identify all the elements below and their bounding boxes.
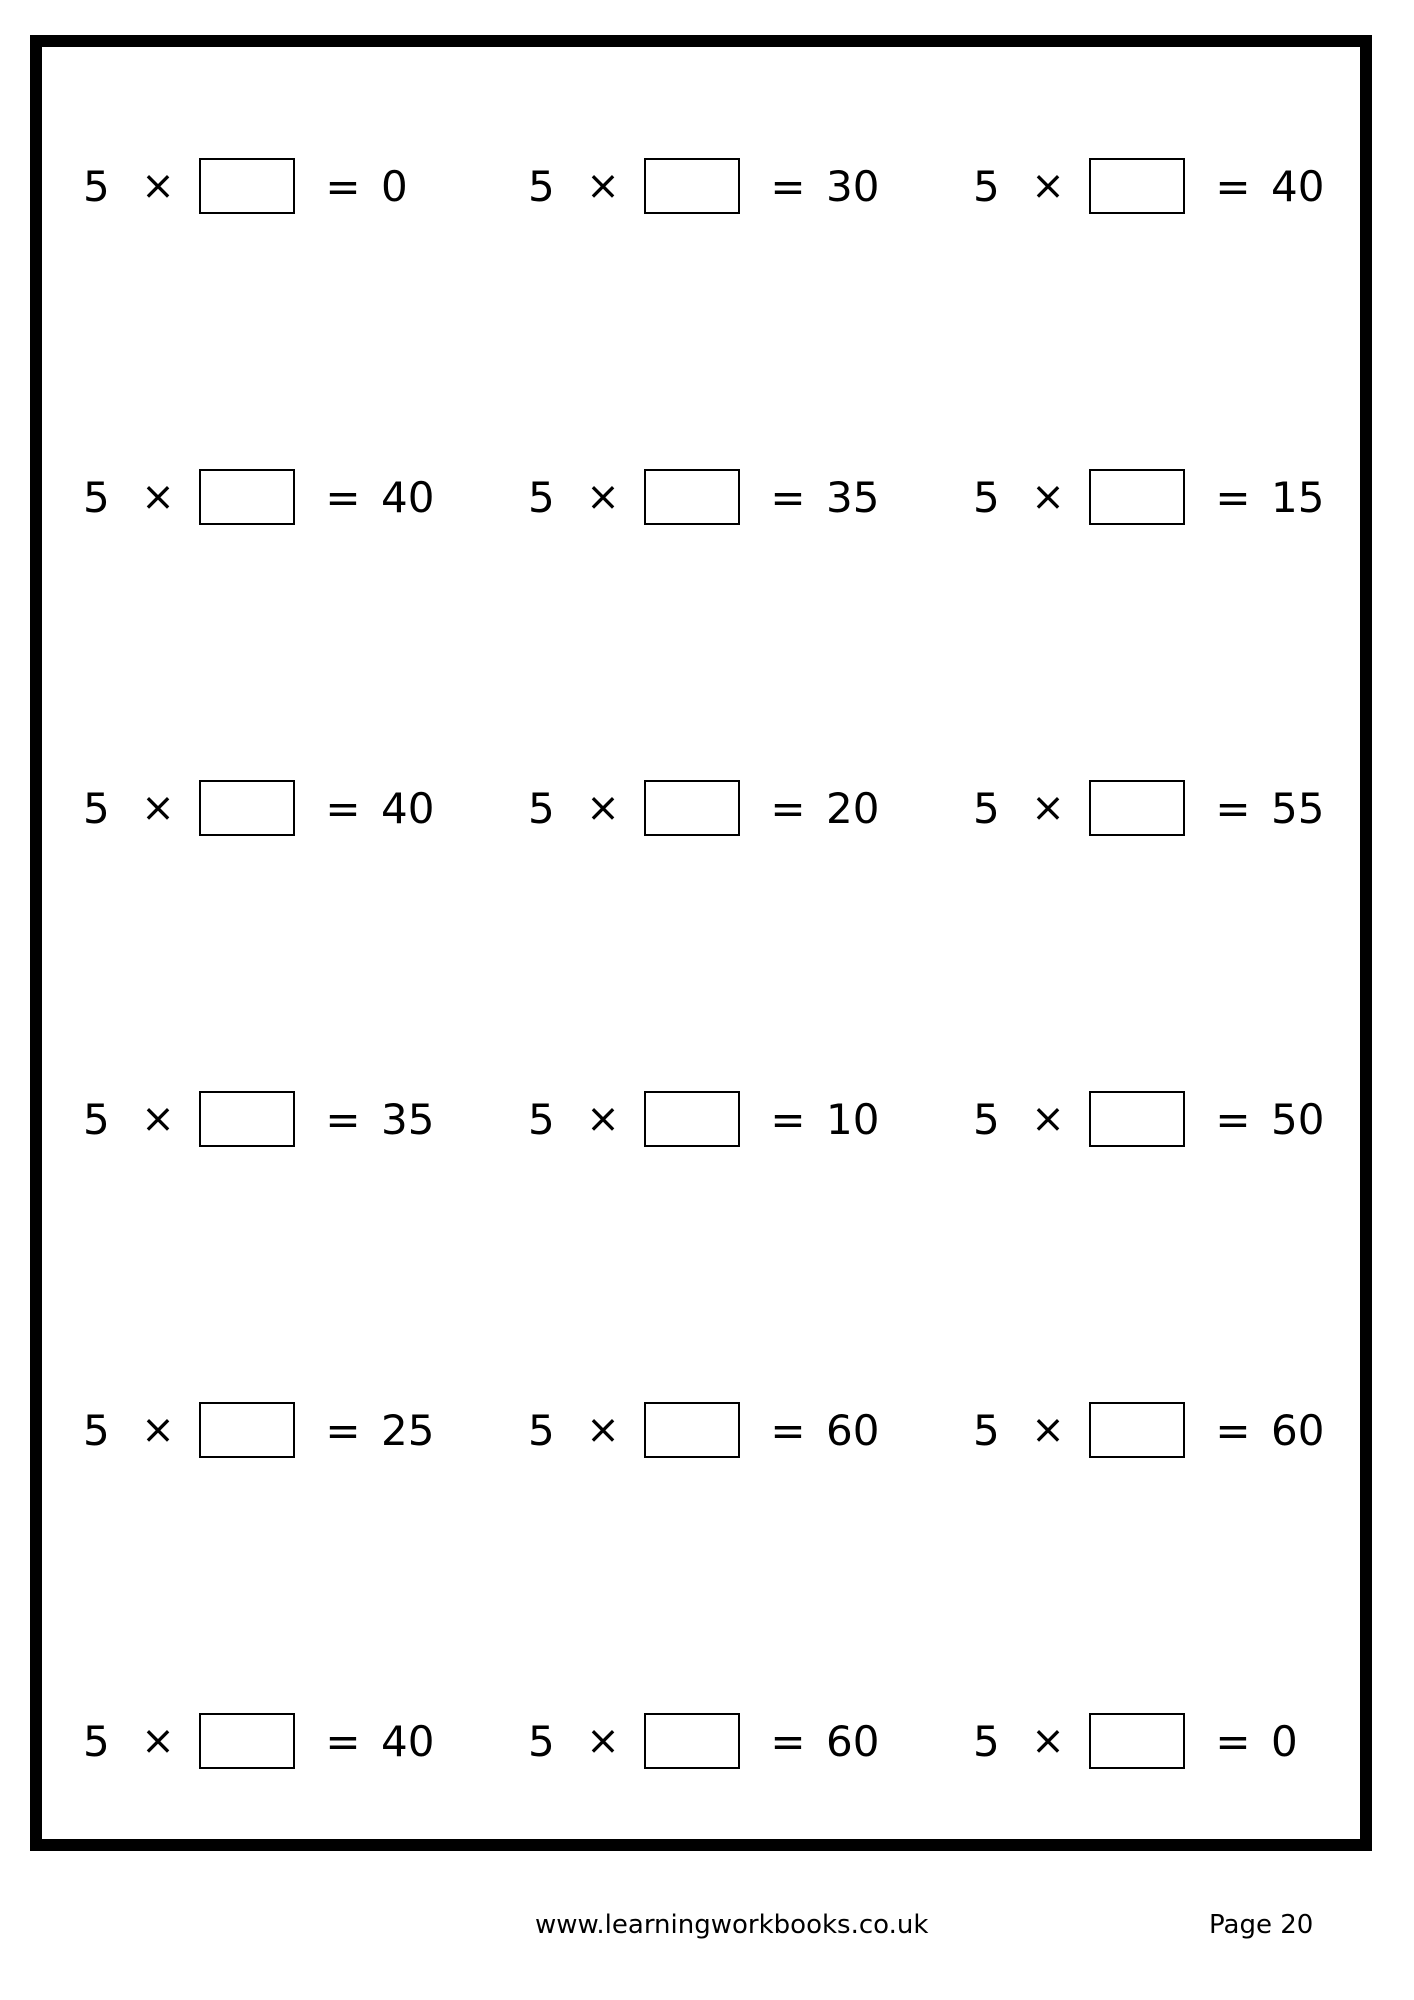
answer-box[interactable]: [199, 1402, 295, 1458]
equals-sign: =: [1215, 1716, 1251, 1766]
equals-sign: =: [1215, 1405, 1251, 1455]
problem-r6-c3: [973, 1711, 1341, 1771]
website-url: www.learningworkbooks.co.uk: [535, 1910, 929, 1940]
multiply-sign: ×: [1031, 785, 1065, 831]
equals-sign: =: [325, 161, 361, 211]
problem-r5-c3: [973, 1400, 1341, 1460]
multiply-sign: ×: [586, 163, 620, 209]
product: 50: [1271, 1094, 1325, 1144]
equals-sign: =: [325, 1405, 361, 1455]
equals-sign: =: [770, 1716, 806, 1766]
product: 0: [381, 161, 408, 211]
factor: 5: [973, 161, 1000, 211]
factor: 5: [83, 1716, 110, 1766]
problem-r5-c2: [528, 1400, 896, 1460]
multiply-sign: ×: [1031, 163, 1065, 209]
equals-sign: =: [325, 783, 361, 833]
answer-box[interactable]: [199, 780, 295, 836]
multiply-sign: ×: [586, 1096, 620, 1142]
problem-grid: [42, 47, 1360, 1839]
equals-sign: =: [770, 1094, 806, 1144]
answer-box[interactable]: [199, 469, 295, 525]
worksheet-border: [30, 35, 1372, 1851]
product: 15: [1271, 472, 1325, 522]
equals-sign: =: [770, 783, 806, 833]
product: 35: [381, 1094, 435, 1144]
factor: 5: [83, 472, 110, 522]
problem-r6-c1: [83, 1711, 451, 1771]
problem-r2-c1: [83, 467, 451, 527]
answer-box[interactable]: [644, 1402, 740, 1458]
factor: 5: [528, 1405, 555, 1455]
page-number: Page 20: [1209, 1910, 1314, 1940]
factor: 5: [973, 1405, 1000, 1455]
multiply-sign: ×: [1031, 1407, 1065, 1453]
equals-sign: =: [325, 1094, 361, 1144]
multiply-sign: ×: [586, 1407, 620, 1453]
factor: 5: [528, 1716, 555, 1766]
product: 60: [826, 1405, 880, 1455]
multiply-sign: ×: [141, 1718, 175, 1764]
multiply-sign: ×: [141, 1096, 175, 1142]
multiply-sign: ×: [1031, 1096, 1065, 1142]
factor: 5: [528, 161, 555, 211]
product: 40: [381, 1716, 435, 1766]
equals-sign: =: [1215, 1094, 1251, 1144]
factor: 5: [973, 1716, 1000, 1766]
factor: 5: [973, 472, 1000, 522]
multiply-sign: ×: [141, 1407, 175, 1453]
problem-r3-c3: [973, 778, 1341, 838]
answer-box[interactable]: [644, 158, 740, 214]
problem-r1-c1: [83, 156, 451, 216]
factor: 5: [973, 1094, 1000, 1144]
factor: 5: [973, 783, 1000, 833]
multiply-sign: ×: [141, 474, 175, 520]
answer-box[interactable]: [199, 1091, 295, 1147]
answer-box[interactable]: [1089, 1402, 1185, 1458]
product: 35: [826, 472, 880, 522]
factor: 5: [528, 1094, 555, 1144]
problem-r6-c2: [528, 1711, 896, 1771]
factor: 5: [83, 783, 110, 833]
problem-r1-c2: [528, 156, 896, 216]
answer-box[interactable]: [1089, 780, 1185, 836]
product: 10: [826, 1094, 880, 1144]
answer-box[interactable]: [644, 1713, 740, 1769]
answer-box[interactable]: [1089, 1713, 1185, 1769]
equals-sign: =: [325, 1716, 361, 1766]
problem-r2-c3: [973, 467, 1341, 527]
problem-r4-c1: [83, 1089, 451, 1149]
factor: 5: [528, 783, 555, 833]
multiply-sign: ×: [586, 785, 620, 831]
answer-box[interactable]: [1089, 469, 1185, 525]
problem-r1-c3: [973, 156, 1341, 216]
product: 40: [381, 783, 435, 833]
equals-sign: =: [770, 472, 806, 522]
equals-sign: =: [1215, 783, 1251, 833]
problem-r4-c2: [528, 1089, 896, 1149]
equals-sign: =: [770, 161, 806, 211]
equals-sign: =: [770, 1405, 806, 1455]
problem-r3-c2: [528, 778, 896, 838]
product: 25: [381, 1405, 435, 1455]
answer-box[interactable]: [1089, 1091, 1185, 1147]
answer-box[interactable]: [1089, 158, 1185, 214]
multiply-sign: ×: [141, 785, 175, 831]
product: 55: [1271, 783, 1325, 833]
multiply-sign: ×: [141, 163, 175, 209]
product: 40: [381, 472, 435, 522]
answer-box[interactable]: [644, 469, 740, 525]
multiply-sign: ×: [586, 1718, 620, 1764]
product: 60: [826, 1716, 880, 1766]
answer-box[interactable]: [199, 158, 295, 214]
problem-r4-c3: [973, 1089, 1341, 1149]
factor: 5: [83, 1094, 110, 1144]
multiply-sign: ×: [1031, 474, 1065, 520]
equals-sign: =: [1215, 161, 1251, 211]
problem-r5-c1: [83, 1400, 451, 1460]
factor: 5: [528, 472, 555, 522]
problem-r3-c1: [83, 778, 451, 838]
factor: 5: [83, 1405, 110, 1455]
product: 30: [826, 161, 880, 211]
factor: 5: [83, 161, 110, 211]
answer-box[interactable]: [644, 1091, 740, 1147]
product: 60: [1271, 1405, 1325, 1455]
equals-sign: =: [1215, 472, 1251, 522]
product: 0: [1271, 1716, 1298, 1766]
multiply-sign: ×: [1031, 1718, 1065, 1764]
multiply-sign: ×: [586, 474, 620, 520]
product: 20: [826, 783, 880, 833]
equals-sign: =: [325, 472, 361, 522]
product: 40: [1271, 161, 1325, 211]
problem-r2-c2: [528, 467, 896, 527]
answer-box[interactable]: [199, 1713, 295, 1769]
answer-box[interactable]: [644, 780, 740, 836]
